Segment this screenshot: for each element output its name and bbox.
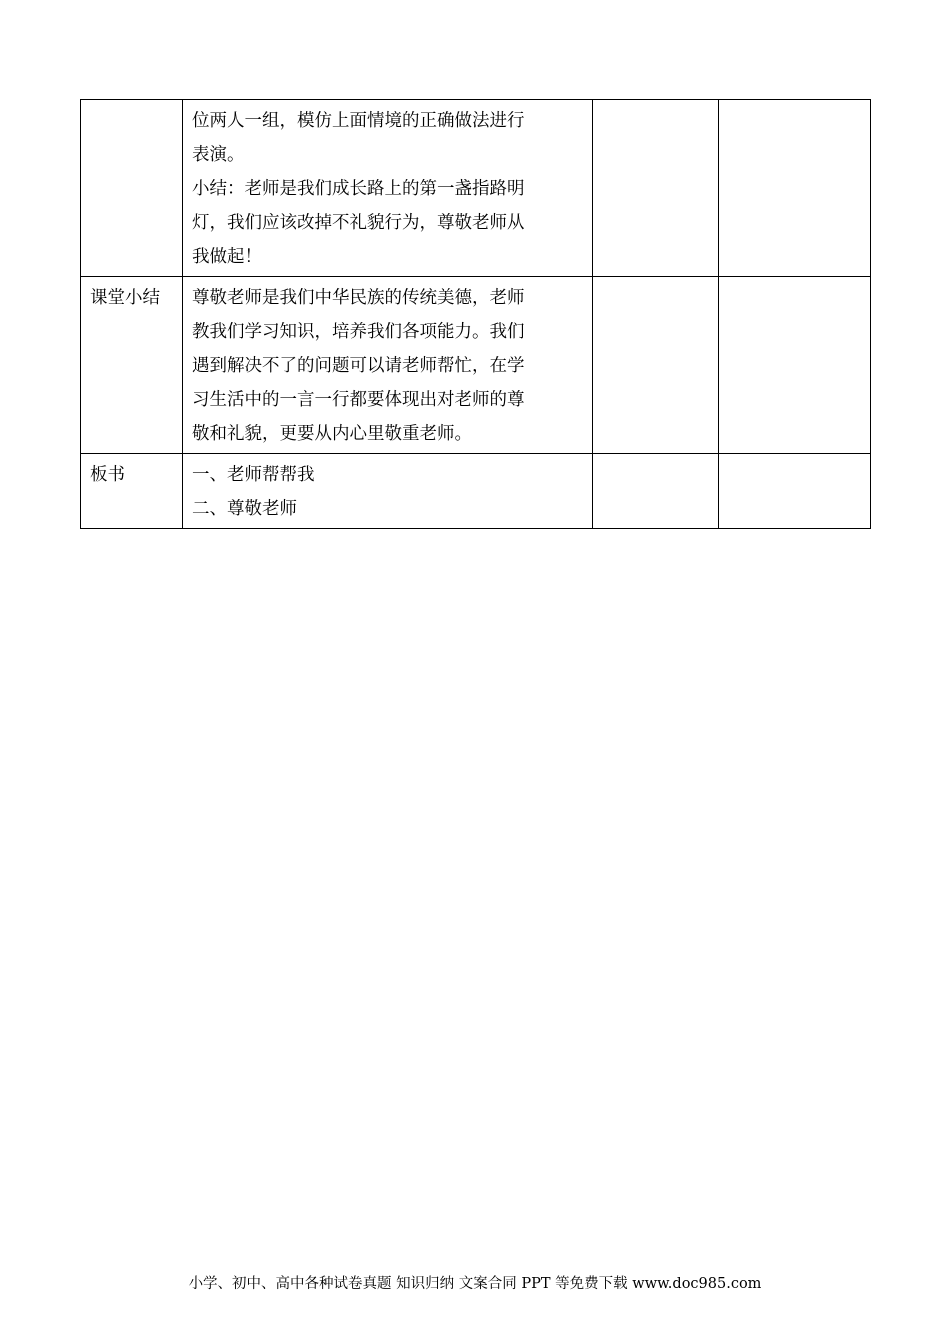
page-footer: 小学、初中、高中各种试卷真题 知识归纳 文案合同 PPT 等免费下载 www.doc985.com xyxy=(188,1276,762,1292)
row-label-cell: 板书 xyxy=(81,454,183,529)
table-row xyxy=(81,277,871,454)
content-line: 小结：老师是我们成长路上的第一盏指路明 xyxy=(192,179,525,199)
content-line: 教我们学习知识，培养我们各项能力。我们 xyxy=(192,322,525,342)
empty-cell xyxy=(719,100,871,277)
content-line: 尊敬老师是我们中华民族的传统美德，老师 xyxy=(192,288,525,308)
content-line: 敬和礼貌，更要从内心里敬重老师。 xyxy=(192,424,472,444)
row-content-cell xyxy=(183,277,593,454)
empty-cell xyxy=(719,454,871,529)
content-line: 灯，我们应该改掉不礼貌行为，尊敬老师从 xyxy=(192,213,525,233)
empty-cell xyxy=(719,277,871,454)
row-label-cell: 课堂小结 xyxy=(81,277,183,454)
row-label-cell xyxy=(81,100,183,277)
content-line: 我做起！ xyxy=(192,247,262,267)
content-line: 位两人一组，模仿上面情境的正确做法进行 xyxy=(192,111,525,131)
empty-cell xyxy=(593,100,719,277)
lesson-plan-table xyxy=(80,99,871,529)
empty-cell xyxy=(593,277,719,454)
content-line: 习生活中的一言一行都要体现出对老师的尊 xyxy=(192,390,525,410)
content-line: 遇到解决不了的问题可以请老师帮忙，在学 xyxy=(192,356,525,376)
row-content-cell xyxy=(183,100,593,277)
empty-cell xyxy=(593,454,719,529)
row-content-cell xyxy=(183,454,593,529)
table-row xyxy=(81,100,871,277)
content-line: 一、老师帮帮我 xyxy=(192,465,315,485)
content-line: 二、尊敬老师 xyxy=(192,499,297,519)
content-line: 表演。 xyxy=(192,145,245,165)
table-row xyxy=(81,454,871,529)
